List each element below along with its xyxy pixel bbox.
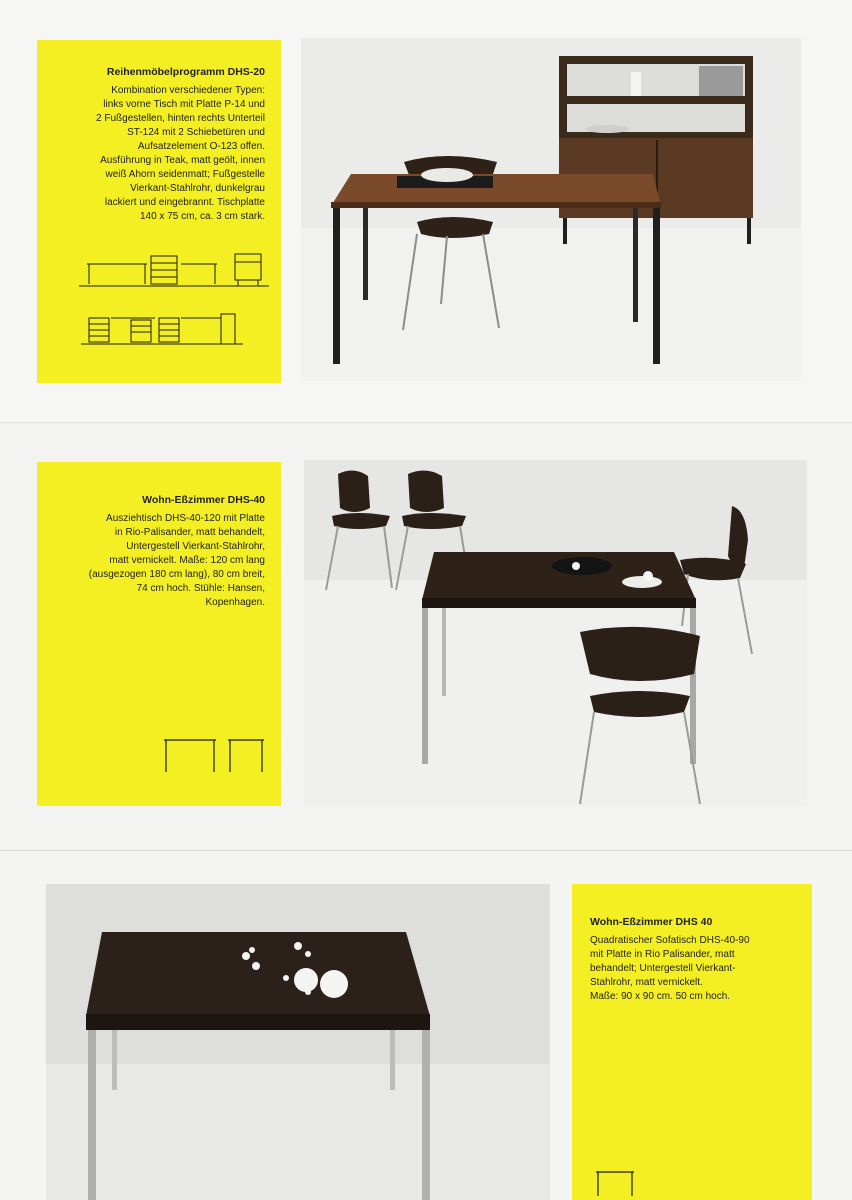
description-line: Stahlrohr, matt vernickelt.: [590, 977, 703, 988]
section-description: [53, 512, 265, 610]
sofa-table-line-drawing: [592, 1166, 642, 1198]
description-line: links vorne Tisch mit Platte P-14 und: [103, 99, 265, 110]
description-panel-sofatisch: [572, 884, 812, 1200]
description-line: matt vernickelt. Maße: 120 cm lang: [109, 555, 265, 566]
description-line: Untergestell Vierkant-Stahlrohr,: [126, 541, 265, 552]
section-description: [590, 934, 794, 1004]
photo-sofa-table: [46, 884, 550, 1200]
description-line: Ausziehtisch DHS-40-120 mit Platte: [106, 513, 265, 524]
description-line: in Rio-Palisander, matt behandelt,: [114, 527, 265, 538]
description-line: Ausführung in Teak, matt geölt, innen: [100, 155, 265, 166]
description-line: 74 cm hoch. Stühle: Hansen,: [136, 583, 265, 594]
photo-table-and-cabinet: [301, 38, 801, 381]
description-line: weiß Ahorn seidenmatt; Fußgestelle: [105, 169, 265, 180]
description-line: behandelt; Untergestell Vierkant-: [590, 963, 736, 974]
description-line: 140 x 75 cm, ca. 3 cm stark.: [139, 211, 265, 222]
table-line-drawing: [160, 736, 270, 776]
description-line: ST-124 mit 2 Schiebetüren und: [127, 127, 265, 138]
photo-dining-table-chairs: [304, 460, 807, 806]
section-description: [53, 84, 265, 224]
description-line: mit Platte in Rio Palisander, matt: [590, 949, 735, 960]
section-title: Reihenmöbelprogramm DHS-20: [106, 66, 265, 78]
description-line: Quadratischer Sofatisch DHS-40-90: [590, 935, 750, 946]
description-line: Maße: 90 x 90 cm. 50 cm hoch.: [590, 991, 731, 1002]
description-line: Kombination verschiedener Typen:: [111, 85, 265, 96]
description-line: Kopenhagen.: [205, 597, 265, 608]
description-line: lackiert und eingebrannt. Tischplatte: [104, 197, 265, 208]
section-title: Wohn-Eßzimmer DHS 40: [590, 916, 713, 928]
description-line: Vierkant-Stahlrohr, dunkelgrau: [130, 183, 265, 194]
section-title: Wohn-Eßzimmer DHS-40: [142, 494, 265, 506]
description-line: Aufsatzelement O-123 offen.: [137, 141, 265, 152]
description-line: 2 Fußgestellen, hinten rechts Unterteil: [96, 113, 265, 124]
description-line: (ausgezogen 180 cm lang), 80 cm breit,: [88, 569, 265, 580]
furniture-line-drawing: [37, 240, 281, 350]
